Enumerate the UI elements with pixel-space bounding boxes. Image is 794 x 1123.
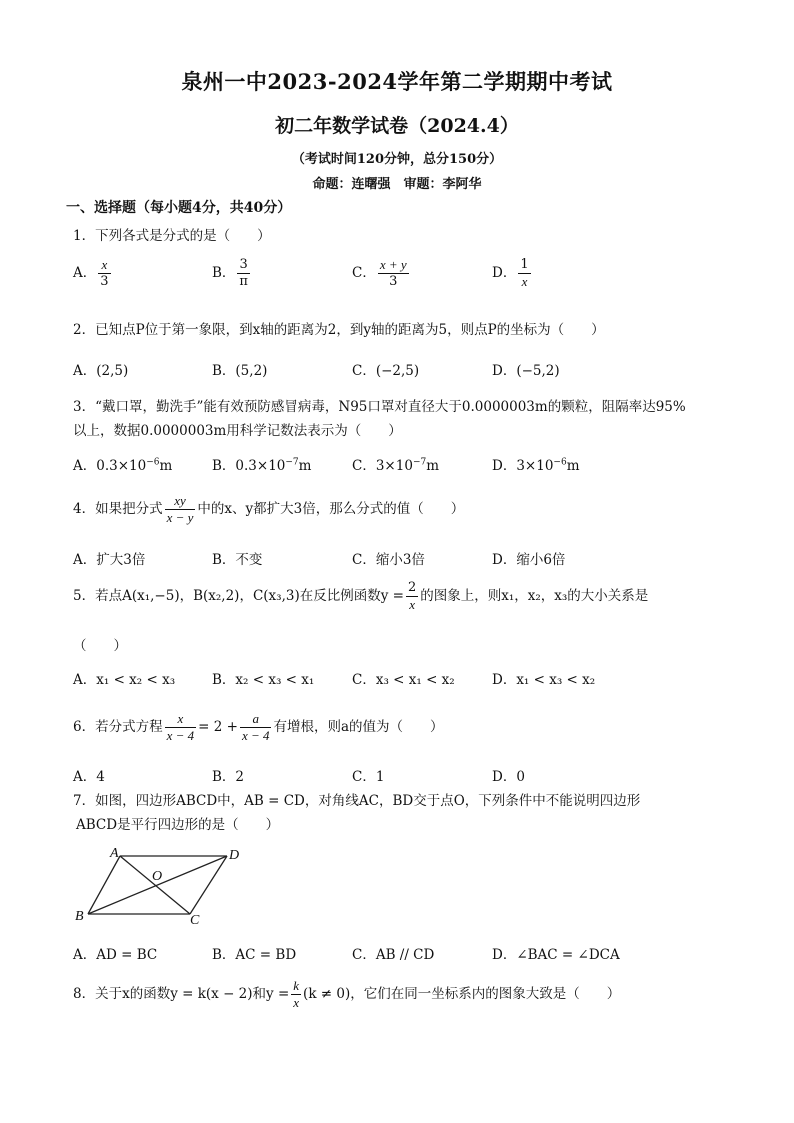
- q7-option-c: C．AB // CD: [352, 947, 435, 963]
- fig-label-a: A: [110, 846, 119, 861]
- q5-option-b: B．x₂ < x₃ < x₁: [212, 672, 315, 688]
- q3-option-d: D．$3\times 10^{-6}m$: [492, 457, 580, 474]
- fig-label-b: B: [75, 909, 84, 924]
- q2-stem: 2．已知点P位于第一象限，到x轴的距离为2，到y轴的距离为5，则点P的坐标为（ ）: [73, 322, 605, 338]
- fig-diagonal-ac: [120, 856, 190, 914]
- q5-stem-line2: （ ）: [73, 638, 127, 654]
- q3-option-b: B．$0.3\times 10^{-7}m$: [212, 457, 312, 474]
- q6-option-c: C．1: [352, 769, 385, 785]
- q1-option-c: C． $\frac{x + y}{3}$: [352, 257, 407, 289]
- q5-option-d: D．x₁ < x₃ < x₂: [492, 672, 596, 688]
- q1-option-d: D． $\frac{1}{x}$: [492, 257, 529, 289]
- q6-stem: 6．若分式方程 $\frac{x}{x - 4}$ = 2 + $\frac{a}{x - 4}$ 有增根，则a的值为（ ）: [73, 711, 444, 743]
- fig-diagonal-bd: [88, 856, 227, 914]
- q3-stem-line1: 3．“戴口罩，勤洗手”能有效预防感冒病毒，N95口罩对直径大于0.0000003m的颗粒，阻隔率达95%: [73, 399, 686, 415]
- q1-stem: 1．下列各式是分式的是（ ）: [73, 228, 271, 244]
- fig-label-o: O: [152, 869, 163, 884]
- exam-subtitle: 初二年数学试卷（2024.4）: [275, 115, 519, 137]
- q2-option-d: D．(−5,2): [492, 363, 560, 379]
- q5-option-a: A．x₁ < x₂ < x₃: [73, 672, 176, 688]
- exam-title: 泉州一中2023-2024学年第二学期期中考试: [181, 69, 613, 94]
- section-heading: 一、选择题（每小题4分，共40分）: [66, 200, 292, 216]
- q7-option-b: B．AC = BD: [212, 947, 297, 963]
- q6-option-a: A．4: [73, 769, 105, 785]
- q4-stem: 4．如果把分式 $\frac{xy}{x - y}$ 中的x、y都扩大3倍，那么分式的值（ ）: [73, 493, 465, 525]
- q5-option-c: C．x₃ < x₁ < x₂: [352, 672, 455, 688]
- q2-option-a: A．(2,5): [73, 363, 129, 379]
- fig-side-cd: [190, 856, 227, 914]
- q3-option-c: C．$3\times 10^{-7}m$: [352, 457, 440, 474]
- q4-option-b: B．不变: [212, 552, 263, 568]
- q6-option-d: D．0: [492, 769, 525, 785]
- fig-label-c: C: [190, 913, 200, 928]
- q2-option-b: B．(5,2): [212, 363, 268, 379]
- q3-stem-line2: 以上，数据0.0000003m用科学记数法表示为（ ）: [73, 423, 402, 439]
- q7-option-d: D．∠BAC = ∠DCA: [492, 947, 620, 963]
- q3-option-a: A．$0.3\times 10^{-6}m$: [73, 457, 173, 474]
- q6-option-b: B．2: [212, 769, 245, 785]
- q5-stem: 5．若点A(x₁,−5)，B(x₂,2)，C(x₃,3)在反比例函数y = $\frac{2}{x}$ 的图象上，则x₁，x₂，x₃的大小关系是: [73, 580, 649, 612]
- q4-option-a: A．扩大3倍: [73, 552, 146, 568]
- exam-info: （考试时间120分钟，总分150分）: [291, 152, 503, 167]
- q7-option-a: A．AD = BC: [73, 947, 158, 963]
- q8-stem: 8．关于x的函数y = k(x − 2)和y = $\frac{k}{x}$ (k ≠ 0)，它们在同一坐标系内的图象大致是（ ）: [73, 978, 621, 1010]
- q1-option-b: B． $\frac{3}{\pi}$: [212, 257, 248, 289]
- q4-option-c: C．缩小3倍: [352, 552, 425, 568]
- q7-stem-line2: ABCD是平行四边形的是（ ）: [76, 817, 280, 833]
- q7-stem-line1: 7．如图，四边形ABCD中，AB = CD，对角线AC，BD交于点O，下列条件中不能说明四边形: [73, 793, 641, 809]
- parallelogram-figure: [72, 844, 247, 929]
- fig-side-ab: [88, 856, 120, 914]
- q2-option-c: C．(−2,5): [352, 363, 420, 379]
- q4-option-d: D．缩小6倍: [492, 552, 566, 568]
- q1-option-a: A． $\frac{x}{3}$: [73, 257, 109, 289]
- fig-label-d: D: [229, 848, 240, 863]
- exam-authors: 命题：连曙强 审题：李阿华: [312, 177, 482, 192]
